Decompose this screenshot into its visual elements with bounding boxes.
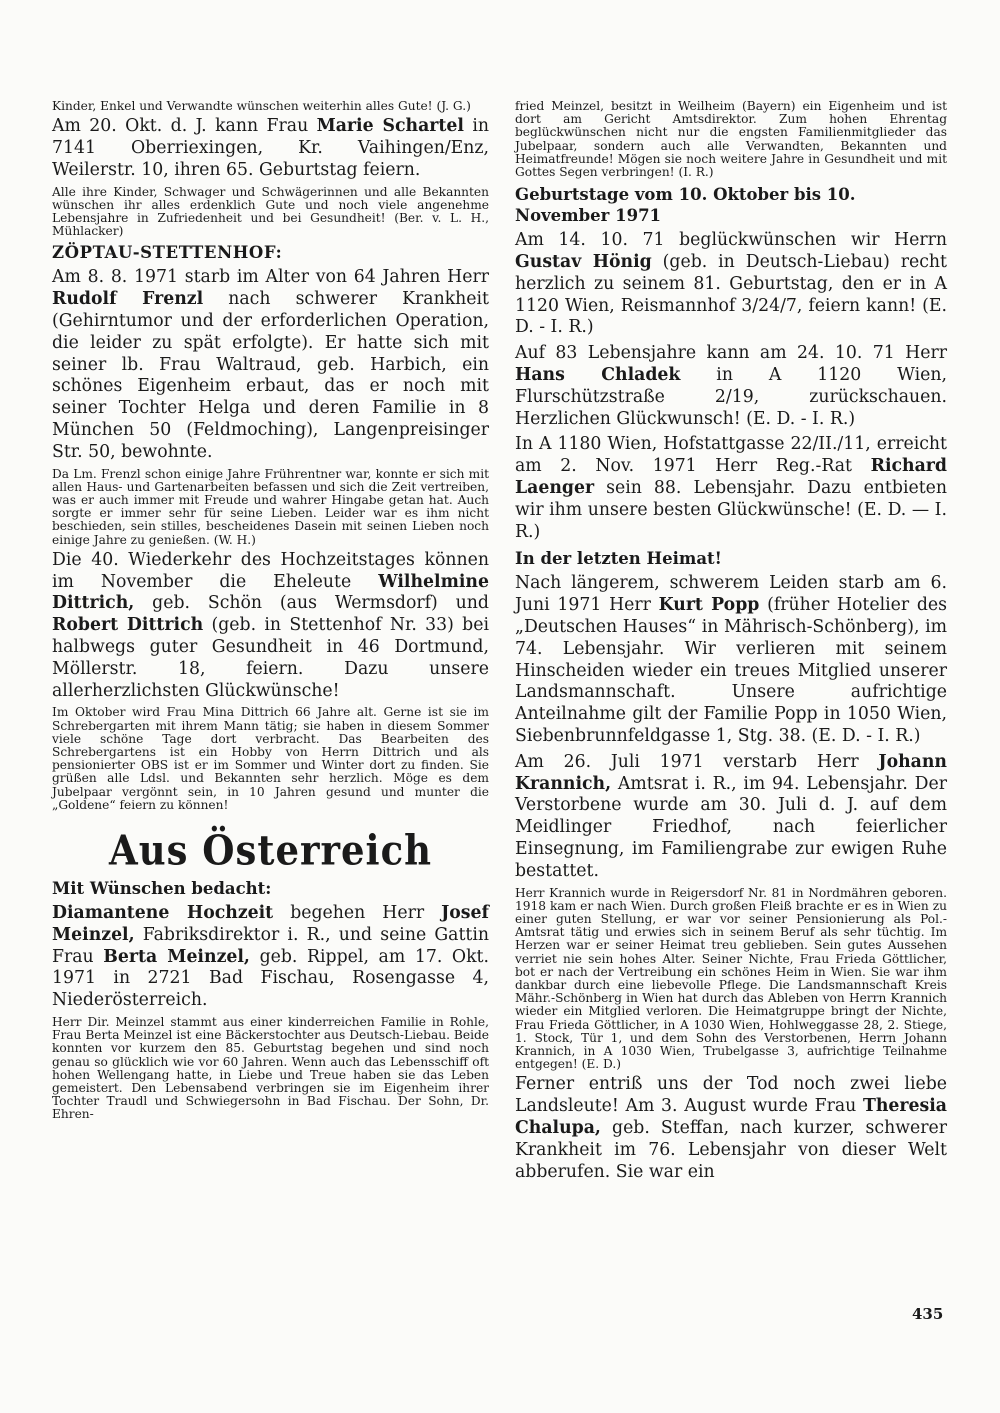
birthday-chladek: Auf 83 Lebensjahre kann am 24. 10. 71 Herr Hans Chladek in A 1120 Wien, Flurschützstraße 2/19, zurückschauen. Herzlichen Glückwunsch! (E. D. - I. R.) xyxy=(515,343,947,429)
obituary-chalupa: Ferner entriß uns der Tod noch zwei liebe Landsleute! Am 3. August wurde Frau Theresia Chalupa, geb. Steffan, nach kurzer, schwerer Krankheit im 76. Lebensjahr von dieser Welt abberufen. Sie war ein xyxy=(515,1074,947,1182)
dittrich-note: Im Oktober wird Frau Mina Dittrich 66 Jahre alt. Gerne ist sie im Schrebergarten mit ihrem Mann tätig; sie haben in diesem Sommer viele schöne Tage dort verbracht. Das Bearbeiten des Schrebergartens ist ein Hobby von Herrn Dittrich und als pensionierter OBS ist er im Sommer und Winter dort zu finden. Sie grüßen alle Ldsl. und Bekannten sehr herzlich. Möge es dem Jubelpaar vergönnt sein, in 10 Jahren gesund und munter die „Goldene“ feiern zu können! xyxy=(52,705,489,812)
heading-last-home: In der letzten Heimat! xyxy=(515,549,722,569)
heading-wishes: Mit Wünschen bedacht: xyxy=(52,879,272,898)
birthday-hoenig: Am 14. 10. 71 beglückwünschen wir Herrn Gustav Hönig (geb. in Deutsch-Liebau) recht herzlich zu seinem 81. Geburtstag, den er in A 1120 Wien, Reismannhof 3/24/7, feiern kann! (E. D. - I. R.) xyxy=(515,230,947,338)
meinzel-note: Herr Dir. Meinzel stammt aus einer kinderreichen Familie in Rohle, Frau Berta Meinzel ist eine Bäckerstochter aus Deutsch-Liebau. Beide konnten vor kurzem den 85. Geburtstag begehen und sind noch genau so glücklich wie vor 60 Jahren. Wenn auch das Lebensschiff oft hohen Wellengang hatte, in Liebe und Treue haben sie das Leben gemeistert. Den Lebensabend verbringen sie im Eigenheim ihrer Tochter Traudl und Schwiegersohn in Bad Fischau. Der Sohn, Dr. Ehren- xyxy=(52,1014,489,1122)
birthday-laenger: In A 1180 Wien, Hofstattgasse 22/II./11, erreicht am 2. Nov. 1971 Herr Reg.-Rat Richard Laenger sein 88. Lebensjahr. Dazu entbieten wir ihm unsere besten Glückwünsche! (E. D. — I. R.) xyxy=(515,434,947,542)
page-number: 435 xyxy=(912,1305,944,1323)
birthday-schartel: Am 20. Okt. d. J. kann Frau Marie Schartel in 7141 Oberriexingen, Kr. Vaihingen/Enz, Weilerstr. 10, ihren 65. Geburtstag feiern. xyxy=(52,116,489,180)
heading-zoeptau: ZÖPTAU-STETTENHOF: xyxy=(52,243,283,263)
diamond-wedding-meinzel: Diamantene Hochzeit begehen Herr Josef Meinzel, Fabriksdirektor i. R., und seine Gattin Frau Berta Meinzel, geb. Rippel, am 17. Okt. 1971 in 2721 Bad Fischau, Rosengasse 4, Niederösterreich. xyxy=(52,903,489,1011)
greeting-note: Kinder, Enkel und Verwandte wünschen weiterhin alles Gute! (J. G.) xyxy=(52,99,471,113)
section-title: Aus Österreich xyxy=(108,825,433,875)
obituary-krannich: Am 26. Juli 1971 verstarb Herr Johann Krannich, Amtsrat i. R., im 94. Lebensjahr. Der Verstorbene wurde am 30. Juli d. J. auf dem Meidlinger Friedhof, nach feierlicher Einsegnung, im Familiengrabe zur ewigen Ruhe bestattet. xyxy=(515,751,947,881)
anniversary-dittrich: Die 40. Wiederkehr des Hochzeitstages können im November die Eheleute Wilhelmine Dittrich, geb. Schön (aus Wermsdorf) und Robert Dittrich (geb. in Stettenhof Nr. 33) bei halbwegs guter Gesundheit in 46 Dortmund, Möllerstr. 18, feiern. Dazu unsere allerherzlichsten Glückwünsche! xyxy=(52,549,490,701)
meinzel-note-cont: fried Meinzel, besitzt in Weilheim (Bayern) ein Eigenheim und ist dort am Gericht Amtsdirektor. Zum hohen Ehrentag beglückwünschen nicht nur die engsten Familienmitglieder das Jubelpaar, sondern auch alle Verwandten, Bekannten und Heimatfreunde! Mögen sie noch weitere Jahre in Gesundheit und mit Gottes Segen verbringen! (I. R.) xyxy=(515,99,947,180)
left-column xyxy=(52,100,489,1125)
right-column xyxy=(515,100,947,1187)
schartel-note: Alle ihre Kinder, Schwager und Schwägerinnen und alle Bekannten wünschen ihr alles erdenklich Gute und noch viele angenehme Lebensjahre in Zufriedenheit und bei Gesundheit! (Ber. v. L. H., Mühlacker) xyxy=(52,184,489,239)
heading-birthdays: Geburtstage vom 10. Oktober bis 10. November 1971 xyxy=(515,185,856,226)
obituary-frenzl: Am 8. 8. 1971 starb im Alter von 64 Jahren Herr Rudolf Frenzl nach schwerer Krankheit (Gehirntumor und der erforderlichen Operation, die leider zu spät erfolgte). Er hatte sich mit seiner lb. Frau Waltraud, geb. Harbich, ein schönes Eigenheim erbaut, das er noch mit seiner Tochter Helga und deren Familie in 8 München 50 (Feldmoching), Langenpreisinger Str. 50, bewohnte. xyxy=(52,267,489,462)
krannich-note: Herr Krannich wurde in Reigersdorf Nr. 81 in Nordmähren geboren. 1918 kam er nach Wien. Durch großen Fleiß brachte er es in Wien zu einer guten Stellung, er war vor seiner Pensionierung als Pol.-Amtsrat tätig und erwies sich in seinem Beruf als sehr tüchtig. Im Herzen war er seiner Heimat treu geblieben. Sein gutes Aussehen verriet nie sein hohes Alter. Seiner Nichte, Frau Frieda Göttlicher, bot er nach der Vertreibung ein schönes Heim in Wien. Sie war ihm dankbar durch eine liebevolle Pflege. Die Landsmannschaft Kreis Mähr.-Schönberg in Wien hat durch das Ableben von Herrn Krannich wieder ein Mitglied verloren. Die Heimatgruppe bringt der Nichte, Frau Frieda Göttlicher, in A 1030 Wien, Hohlweggasse 28, 2. Stiege, 1. Stock, Tür 1, und dem Sohn des Verstorbenen, Herrn Johann Krannich, in A 1030 Wien, Trubelgasse 3, aufrichtige Teilnahme entgegen! (E. D.) xyxy=(515,885,947,1072)
frenzl-note: Da Lm. Frenzl schon einige Jahre Frührentner war, konnte er sich mit allen Haus- und Gartenarbeiten befassen und sich die Zeit vertreiben, was er auch immer mit Freude und wahrer Hingabe getan hat. Auch sorgte er immer sehr für seine Lieben. Leider war es ihm nicht beschieden, sein stilles, bescheidenes Dasein mit seinen Lieben noch einige Jahre zu genießen. (W. H.) xyxy=(52,466,489,547)
obituary-popp: Nach längerem, schwerem Leiden starb am 6. Juni 1971 Herr Kurt Popp (früher Hotelier des „Deutschen Hauses“ in Mährisch-Schönberg), im 74. Lebensjahr. Wir verlieren mit seinem Hinscheiden wieder ein treues Mitglied unserer Landsmannschaft. Unsere aufrichtige Anteilnahme gilt der Familie Popp in 1050 Wien, Siebenbrunnfeldgasse 1, Stg. 38. (E. D. - I. R.) xyxy=(515,573,947,746)
